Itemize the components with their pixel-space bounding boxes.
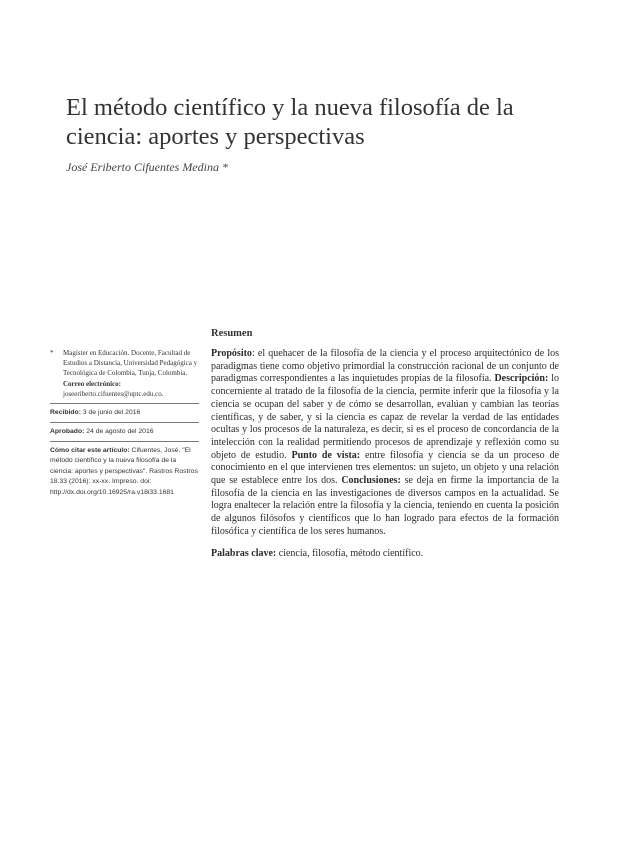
approved-value: 24 de agosto del 2016	[86, 428, 154, 436]
descripcion-text: lo concerniente al tratado de la filosofía de la ciencia, permite inferir que la filosofía y la ciencia se ocupan del saber y de cómo se desarrollan, evalúan y cambian las teorías científicas, y de saber, y si la ciencia es capaz de revelar la verdad de las entidades ocultas y los procesos de la naturaleza, es decir, si es el proceso de concordancia de la intelección con la realidad permitiendo procesos de aprendizaje y reflexión como su objeto de estudio.	[211, 373, 559, 461]
citation-text: Cifuentes, José. "El método científico y la nueva filosofía de la ciencia: aportes y perspectivas". Rastros Rostros 18.33 (2016): xx-xx. Impreso. doi: http://dx.doi.org/10.16925/ra.v18i33.1681	[50, 447, 198, 496]
approved-label: Aprobado:	[50, 428, 85, 436]
sidebar-notes	[50, 348, 199, 498]
divider	[50, 441, 199, 442]
descripcion-label: Descripción:	[494, 373, 549, 385]
proposito-label: Propósito	[211, 348, 252, 359]
punto-de-vista-text: entre filosofía y ciencia se da un proceso de conocimiento en el que intervienen tres elementos: un sujeto, un objeto y una relación que se establece entre los dos.	[211, 449, 560, 487]
punto-de-vista-label: Punto de vista:	[291, 449, 361, 461]
divider	[50, 403, 199, 404]
email-address[interactable]: joseeriberto.cifuentes@uptc.edu.co.	[63, 389, 164, 398]
abstract-heading: Resumen	[211, 328, 253, 339]
conclusiones-text: se deja en firme la importancia de la filosofía de la ciencia en las investigaciones de diversos campos en la actualidad. Se logra enaltecer la relación entre la filosofía y la ciencia, teniendo en cuenta la posición de algunos filósofos y científicos que lo han logrado para efectos de la formación filosófica y científica de los seres humanos.	[211, 475, 559, 537]
approved-date	[50, 427, 199, 437]
footnote-affiliation: Magíster en Educación. Docente, Facultad de Estudios a Distancia, Universidad Pedagógica y Tecnológica de Colombia, Tunja, Colombia.	[63, 349, 198, 378]
author-footnote	[50, 348, 199, 399]
email-label: Correo electrónico:	[63, 379, 121, 388]
keywords-label: Palabras clave:	[211, 547, 277, 559]
divider	[50, 422, 199, 423]
footnote-mark: *	[50, 349, 54, 357]
received-date	[50, 408, 199, 418]
abstract-body	[211, 348, 559, 539]
proposito-text: : el quehacer de la filosofía de la ciencia y el proceso arquitectónico de los paradigmas tiene como objetivo primordial la construcción racional de un conjunto de paradigmas correspondientes a las inquietudes propias de la filosofía.	[211, 348, 559, 385]
conclusiones-label: Conclusiones:	[341, 475, 401, 487]
citation-label: Cómo citar este artículo:	[50, 447, 130, 455]
received-value: 3 de junio del 2016	[82, 409, 141, 417]
citation-block	[50, 446, 199, 498]
abstract-section	[211, 328, 559, 560]
keywords-text: ciencia, filosofía, método científico.	[278, 547, 424, 559]
author-name: José Eriberto Cifuentes Medina *	[66, 160, 228, 174]
article-title: El método científico y la nueva filosofía de la ciencia: aportes y perspectivas	[66, 94, 514, 150]
received-label: Recibido:	[50, 409, 81, 417]
keywords	[211, 548, 559, 561]
